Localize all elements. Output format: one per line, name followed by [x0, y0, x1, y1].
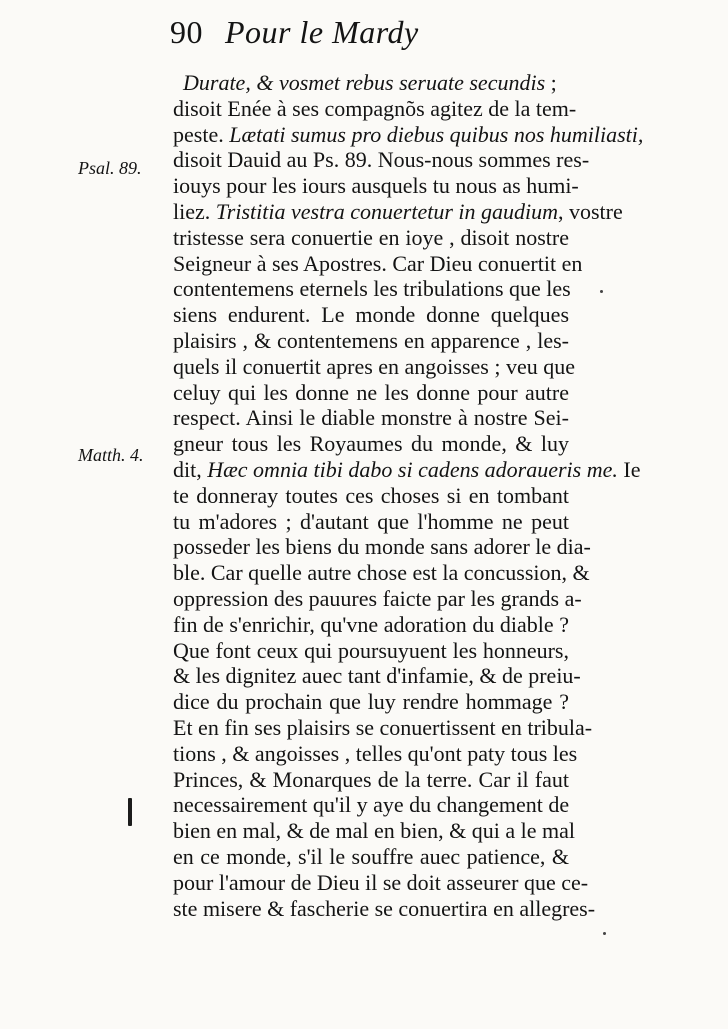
- line-text: iouys pour les iours ausquels tu nous as humi-: [173, 173, 579, 199]
- stray-dot: [603, 932, 606, 935]
- line-text: tristesse sera conuertie en ioye , disoit nostre: [173, 224, 569, 250]
- text-line: [173, 121, 644, 148]
- line-text: Que font ceux qui poursuyuent les honneurs,: [173, 637, 569, 663]
- text-line: [173, 405, 569, 431]
- text-line: [173, 586, 582, 612]
- line-text: Et en fin ses plaisirs se conuertissent en tribula-: [173, 715, 593, 740]
- line-text: te donneray toutes ces choses si en tombant: [173, 482, 569, 508]
- text-line: [173, 483, 569, 509]
- latin-quotation: Durate, & vosmet rebus seruate secundis: [183, 70, 546, 95]
- line-text: plaisirs , & contentemens en apparence , les-: [173, 328, 569, 353]
- line-text: oppression des pauures faicte par les grands a-: [173, 586, 582, 611]
- line-text: Ie: [617, 457, 641, 482]
- margin-note-psalm: Psal. 89.: [78, 158, 142, 178]
- latin-quotation: Lætati sumus pro diebus quibus nos humiliasti,: [229, 121, 644, 147]
- text-line: [173, 328, 569, 354]
- line-text: contentemens eternels les tribulations que les: [173, 276, 571, 302]
- text-line: [183, 70, 557, 96]
- text-line: [173, 457, 641, 483]
- text-line: [173, 895, 596, 922]
- text-line: [173, 431, 569, 457]
- text-line: [173, 740, 578, 767]
- text-line: [173, 560, 590, 586]
- line-text: dit,: [173, 457, 208, 482]
- latin-quotation: Tristitia vestra conuertetur in gaudium: [215, 199, 558, 224]
- text-line: [173, 792, 569, 818]
- text-line: [173, 844, 569, 870]
- line-text: gneur tous les Royaumes du monde, & luy: [173, 431, 569, 457]
- line-text: peste.: [173, 121, 230, 147]
- line-text: posseder les biens du monde sans adorer le dia-: [173, 534, 591, 560]
- running-header: [170, 14, 419, 51]
- stray-dot: [600, 290, 603, 293]
- margin-mark: [128, 798, 132, 826]
- margin-note-matthew: Matth. 4.: [78, 445, 144, 465]
- text-line: [173, 638, 569, 664]
- line-text: Seigneur à ses Apostres. Car Dieu conuertit en: [173, 250, 583, 276]
- line-text: & les dignitez auec tant d'infamie, & de preiu-: [173, 663, 581, 689]
- text-line: [173, 509, 569, 535]
- line-text: dice du prochain que luy rendre hommage ?: [173, 689, 569, 715]
- text-line: [173, 663, 581, 689]
- line-text: ste misere & fascherie se conuertira en allegres-: [173, 895, 596, 921]
- text-line: [173, 869, 589, 896]
- line-text: liez.: [173, 199, 216, 224]
- text-line: [173, 173, 579, 199]
- line-text: fin de s'enrichir, qu'vne adoration du diable ?: [173, 611, 569, 637]
- line-text: disoit Enée à ses compagnõs agitez de la tem-: [173, 95, 577, 121]
- text-line: [173, 95, 577, 122]
- line-text: respect. Ainsi le diable monstre à nostre Sei-: [173, 405, 569, 431]
- line-text: ble. Car quelle autre chose est la concussion, &: [173, 560, 590, 586]
- line-text: quels il conuertit apres en angoisses ; veu que: [173, 353, 576, 379]
- line-text: disoit Dauid au Ps. 89. Nous-nous sommes res-: [173, 147, 590, 173]
- text-line: [173, 612, 569, 638]
- line-text: pour l'amour de Dieu il se doit asseurer que ce-: [173, 869, 589, 895]
- text-line: [173, 689, 569, 715]
- text-line: [173, 276, 569, 302]
- line-text: tions , & angoisses , telles qu'ont paty tous les: [173, 740, 578, 766]
- line-text: celuy qui les donne ne les donne pour autre: [173, 379, 569, 405]
- line-text: ;: [545, 70, 557, 95]
- text-line: [173, 767, 569, 793]
- text-line: [173, 353, 576, 380]
- text-line: [173, 147, 590, 173]
- page-number: 90: [170, 14, 203, 50]
- line-text: bien en mal, & de mal en bien, & qui a le mal: [173, 818, 575, 844]
- line-text: , vostre: [558, 199, 623, 224]
- text-line: [173, 534, 591, 560]
- text-line: [173, 199, 623, 225]
- text-line: [173, 302, 569, 328]
- line-text: tu m'adores ; d'autant que l'homme ne peut: [173, 508, 569, 534]
- line-text: Princes, & Monarques de la terre. Car il faut: [173, 766, 569, 792]
- line-text: necessairement qu'il y aye du changement de: [173, 792, 570, 818]
- running-title: Pour le Mardy: [225, 14, 419, 50]
- text-line: [173, 250, 583, 277]
- text-line: [173, 225, 569, 251]
- text-line: [173, 818, 575, 844]
- line-text: en ce monde, s'il le souffre auec patience, &: [173, 844, 569, 869]
- text-line: [173, 715, 593, 741]
- text-line: [173, 380, 569, 406]
- line-text: siens endurent. Le monde donne quelques: [173, 302, 569, 328]
- latin-quotation: Hæc omnia tibi dabo si cadens adoraueris me.: [207, 457, 618, 482]
